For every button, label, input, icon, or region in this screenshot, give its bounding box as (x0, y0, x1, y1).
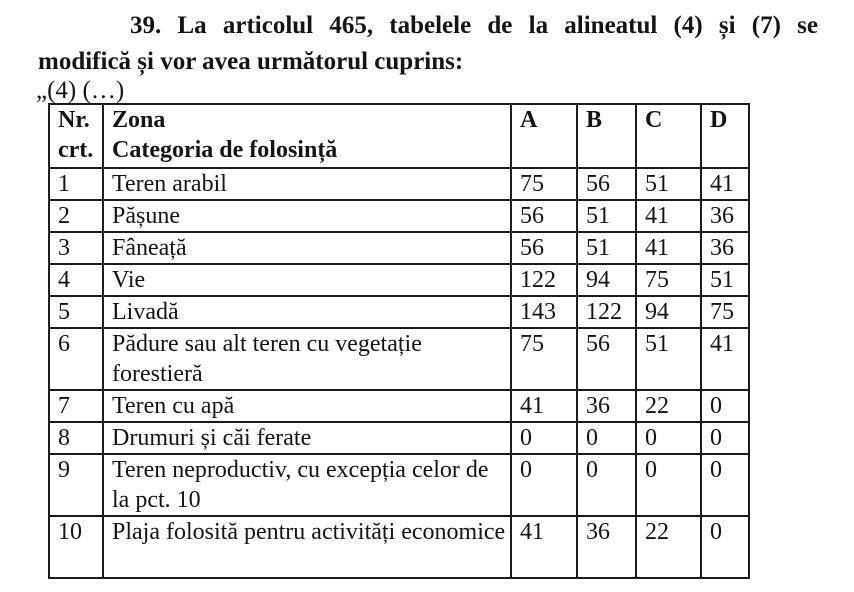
cell-zone-d: 41 (701, 168, 749, 200)
cell-nr: 2 (49, 200, 103, 232)
table-row (49, 168, 749, 200)
cell-zone-a: 0 (511, 454, 577, 516)
alineat-marker: „(4) (…) (36, 77, 125, 104)
cell-zone-b: 94 (577, 264, 636, 296)
cell-zone-b: 36 (577, 390, 636, 422)
header-zone-a: A (511, 104, 577, 168)
cell-category: Pășune (103, 200, 511, 232)
header-zona-line2: Categoria de folosință (112, 137, 338, 163)
cell-nr: 10 (49, 516, 103, 578)
table-row (49, 454, 749, 516)
cell-zone-c: 0 (636, 454, 701, 516)
cell-zone-c: 41 (636, 232, 701, 264)
header-zona-line1: Zona (112, 107, 166, 133)
header-zone-c: C (636, 104, 701, 168)
cell-zone-b: 122 (577, 296, 636, 328)
cell-zone-a: 122 (511, 264, 577, 296)
table-row (49, 422, 749, 454)
cell-nr: 7 (49, 390, 103, 422)
header-zone-d: D (701, 104, 749, 168)
table-row (49, 516, 749, 578)
table-header-row (49, 104, 749, 168)
cell-zone-c: 22 (636, 390, 701, 422)
cell-zone-d: 51 (701, 264, 749, 296)
cell-nr: 9 (49, 454, 103, 516)
cell-category: Drumuri și căi ferate (103, 422, 511, 454)
cell-zone-d: 0 (701, 516, 749, 578)
cell-zone-a: 41 (511, 390, 577, 422)
cell-zone-c: 94 (636, 296, 701, 328)
paragraph-line-1: 39. La articolul 465, tabelele de la alineatul (4) și (7) se (130, 12, 818, 39)
cell-nr: 6 (49, 328, 103, 390)
cell-zone-d: 0 (701, 454, 749, 516)
cell-nr: 3 (49, 232, 103, 264)
cell-category: Livadă (103, 296, 511, 328)
table-row (49, 296, 749, 328)
cell-category: Fâneață (103, 232, 511, 264)
header-zone-b: B (577, 104, 636, 168)
cell-zone-d: 75 (701, 296, 749, 328)
header-zona-categoria (103, 104, 511, 168)
header-nr-crt (49, 104, 103, 168)
cell-nr: 5 (49, 296, 103, 328)
header-nr-line1: Nr. (58, 107, 90, 133)
cell-zone-a: 0 (511, 422, 577, 454)
table-row (49, 328, 749, 390)
cell-zone-b: 51 (577, 200, 636, 232)
cell-zone-c: 51 (636, 328, 701, 390)
table-row (49, 390, 749, 422)
cell-zone-d: 36 (701, 232, 749, 264)
cell-zone-c: 41 (636, 200, 701, 232)
paragraph-line-2: modifică și vor avea următorul cuprins: (38, 48, 464, 75)
cell-nr: 8 (49, 422, 103, 454)
cell-zone-c: 0 (636, 422, 701, 454)
cell-category: Pădure sau alt teren cu vegetație forestieră (103, 328, 511, 390)
cell-zone-b: 36 (577, 516, 636, 578)
cell-category: Teren arabil (103, 168, 511, 200)
table-row (49, 232, 749, 264)
cell-zone-a: 56 (511, 200, 577, 232)
cell-zone-a: 143 (511, 296, 577, 328)
header-nr-line2: crt. (58, 137, 94, 163)
cell-category: Teren cu apă (103, 390, 511, 422)
cell-zone-c: 51 (636, 168, 701, 200)
cell-category: Vie (103, 264, 511, 296)
cell-zone-d: 36 (701, 200, 749, 232)
cell-zone-c: 22 (636, 516, 701, 578)
cell-nr: 1 (49, 168, 103, 200)
cell-nr: 4 (49, 264, 103, 296)
cell-zone-a: 56 (511, 232, 577, 264)
cell-zone-b: 0 (577, 454, 636, 516)
table-row (49, 200, 749, 232)
cell-zone-b: 56 (577, 328, 636, 390)
cell-zone-a: 41 (511, 516, 577, 578)
zone-coefficients-table (48, 103, 750, 579)
cell-zone-b: 0 (577, 422, 636, 454)
cell-category: Teren neproductiv, cu excepția celor de la pct. 10 (103, 454, 511, 516)
cell-zone-b: 51 (577, 232, 636, 264)
cell-zone-d: 0 (701, 390, 749, 422)
cell-zone-a: 75 (511, 168, 577, 200)
cell-zone-d: 41 (701, 328, 749, 390)
cell-zone-c: 75 (636, 264, 701, 296)
cell-zone-b: 56 (577, 168, 636, 200)
cell-zone-d: 0 (701, 422, 749, 454)
table-row (49, 264, 749, 296)
intro-paragraph (38, 8, 818, 80)
cell-zone-a: 75 (511, 328, 577, 390)
cell-category: Plaja folosită pentru activități economice (103, 516, 511, 578)
